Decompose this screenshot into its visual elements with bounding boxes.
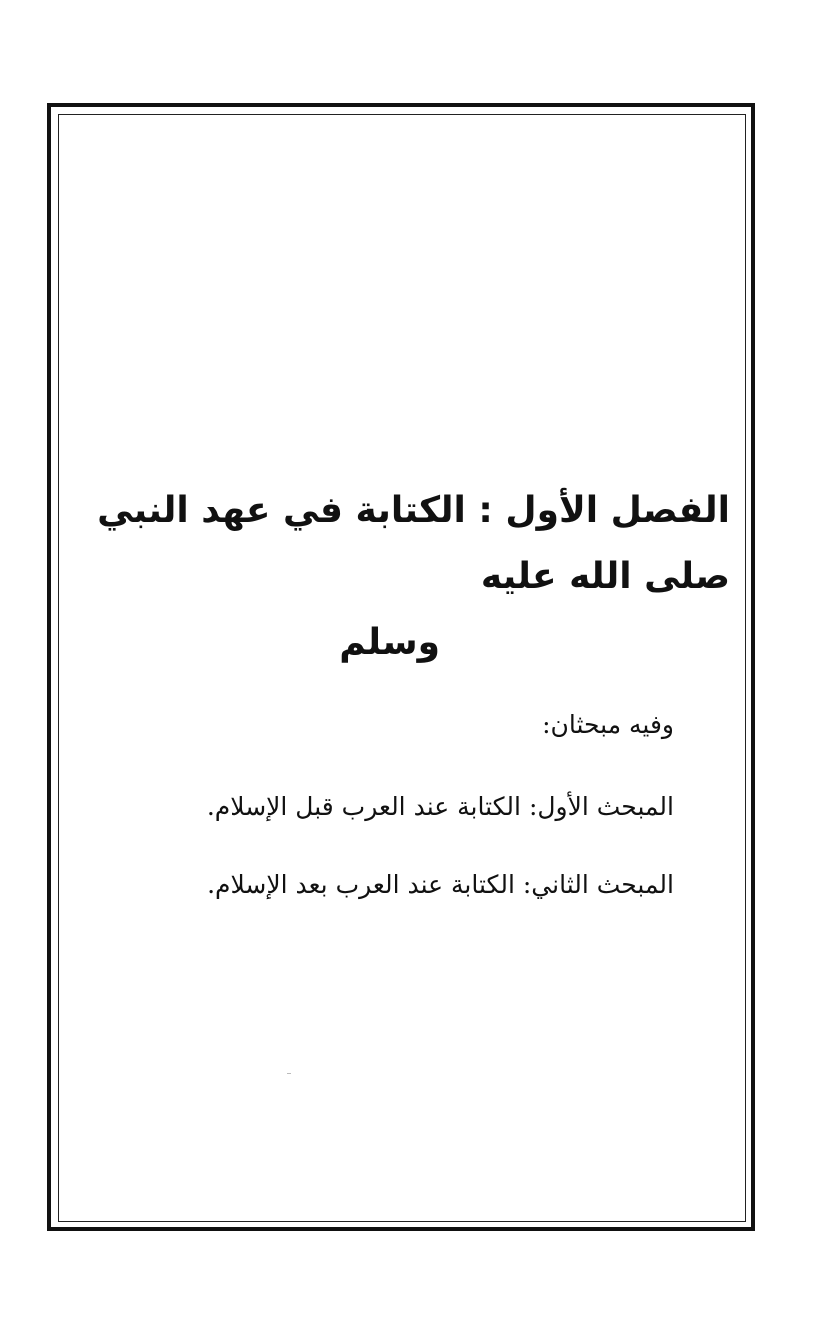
sections-intro: وفيه مبحثان: [542,710,674,739]
section-item-1: المبحث الأول: الكتابة عند العرب قبل الإسلام. [206,792,674,821]
chapter-title-line-2: وسلم [339,622,440,663]
scan-speck [287,1073,291,1074]
chapter-title [70,478,730,676]
chapter-title-line-1: الفصل الأول : الكتابة في عهد النبي صلى الله عليه [97,490,730,597]
section-item-2: المبحث الثاني: الكتابة عند العرب بعد الإسلام. [207,870,674,899]
